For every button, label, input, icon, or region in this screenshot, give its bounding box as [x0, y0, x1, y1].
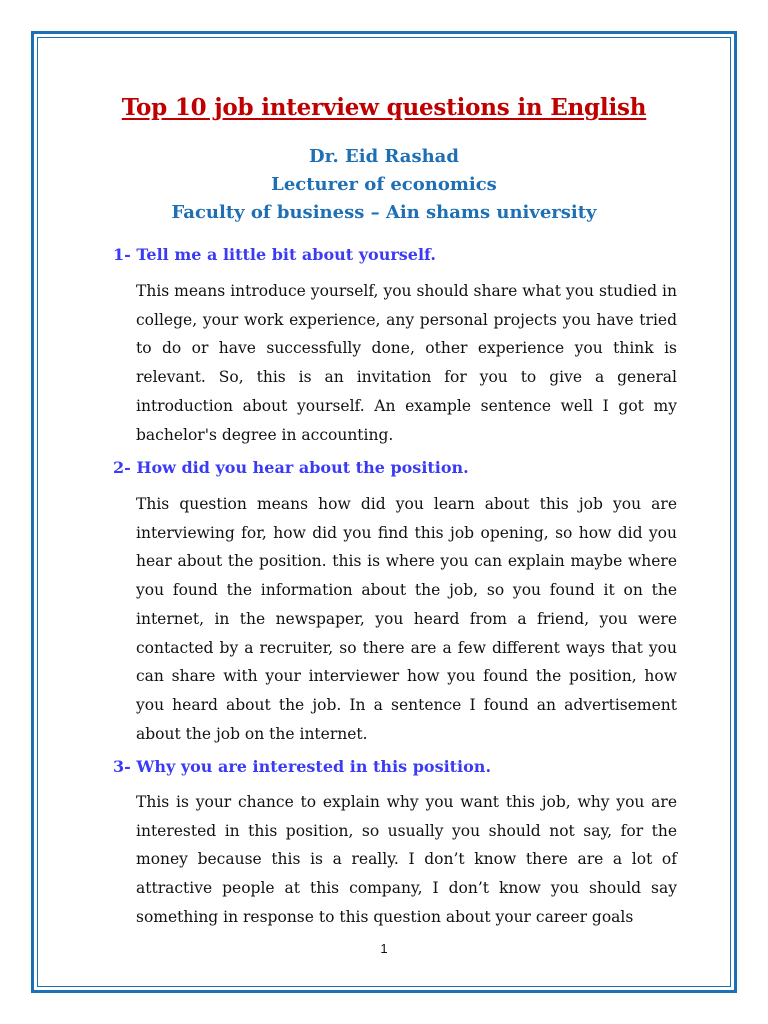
page-number: 1	[380, 941, 388, 956]
answer-paragraph-1: This means introduce yourself, you should share what you studied in college, your work experience, any personal projects you have tried to do or have successfully done, other experience you think is relevant. So, this is an invitation for you to give a general introduction about yourself. An example sentence well I got my bachelor's degree in accounting.	[136, 282, 677, 444]
answer-paragraph-3: This is your chance to explain why you want this job, why you are interested in this position, so usually you should not say, for the money because this is a really. I don’t know there are a lot of attractive people at this company, I don’t know you should say something in response to this question about your career goals	[136, 793, 677, 926]
author-name: Dr. Eid Rashad	[309, 146, 459, 167]
author-role: Lecturer of economics	[271, 174, 497, 195]
question-heading-2: 2- How did you hear about the position.	[113, 458, 469, 477]
author-affiliation: Faculty of business – Ain shams university	[171, 202, 597, 223]
question-heading-1: 1- Tell me a little bit about yourself.	[113, 245, 436, 264]
question-heading-3: 3- Why you are interested in this position.	[113, 757, 492, 776]
answer-paragraph-2: This question means how did you learn about this job you are interviewing for, how did you find this job opening, so how did you hear about the position. this is where you can explain maybe where you found the information about the job, so you found it on the internet, in the newspaper, you heard from a friend, you were contacted by a recruiter, so there are a few different ways that you can share with your interviewer how you found the position, how you heard about the job. In a sentence I found an advertisement about the job on the internet.	[136, 495, 677, 743]
document-title: Top 10 job interview questions in English	[121, 94, 647, 121]
